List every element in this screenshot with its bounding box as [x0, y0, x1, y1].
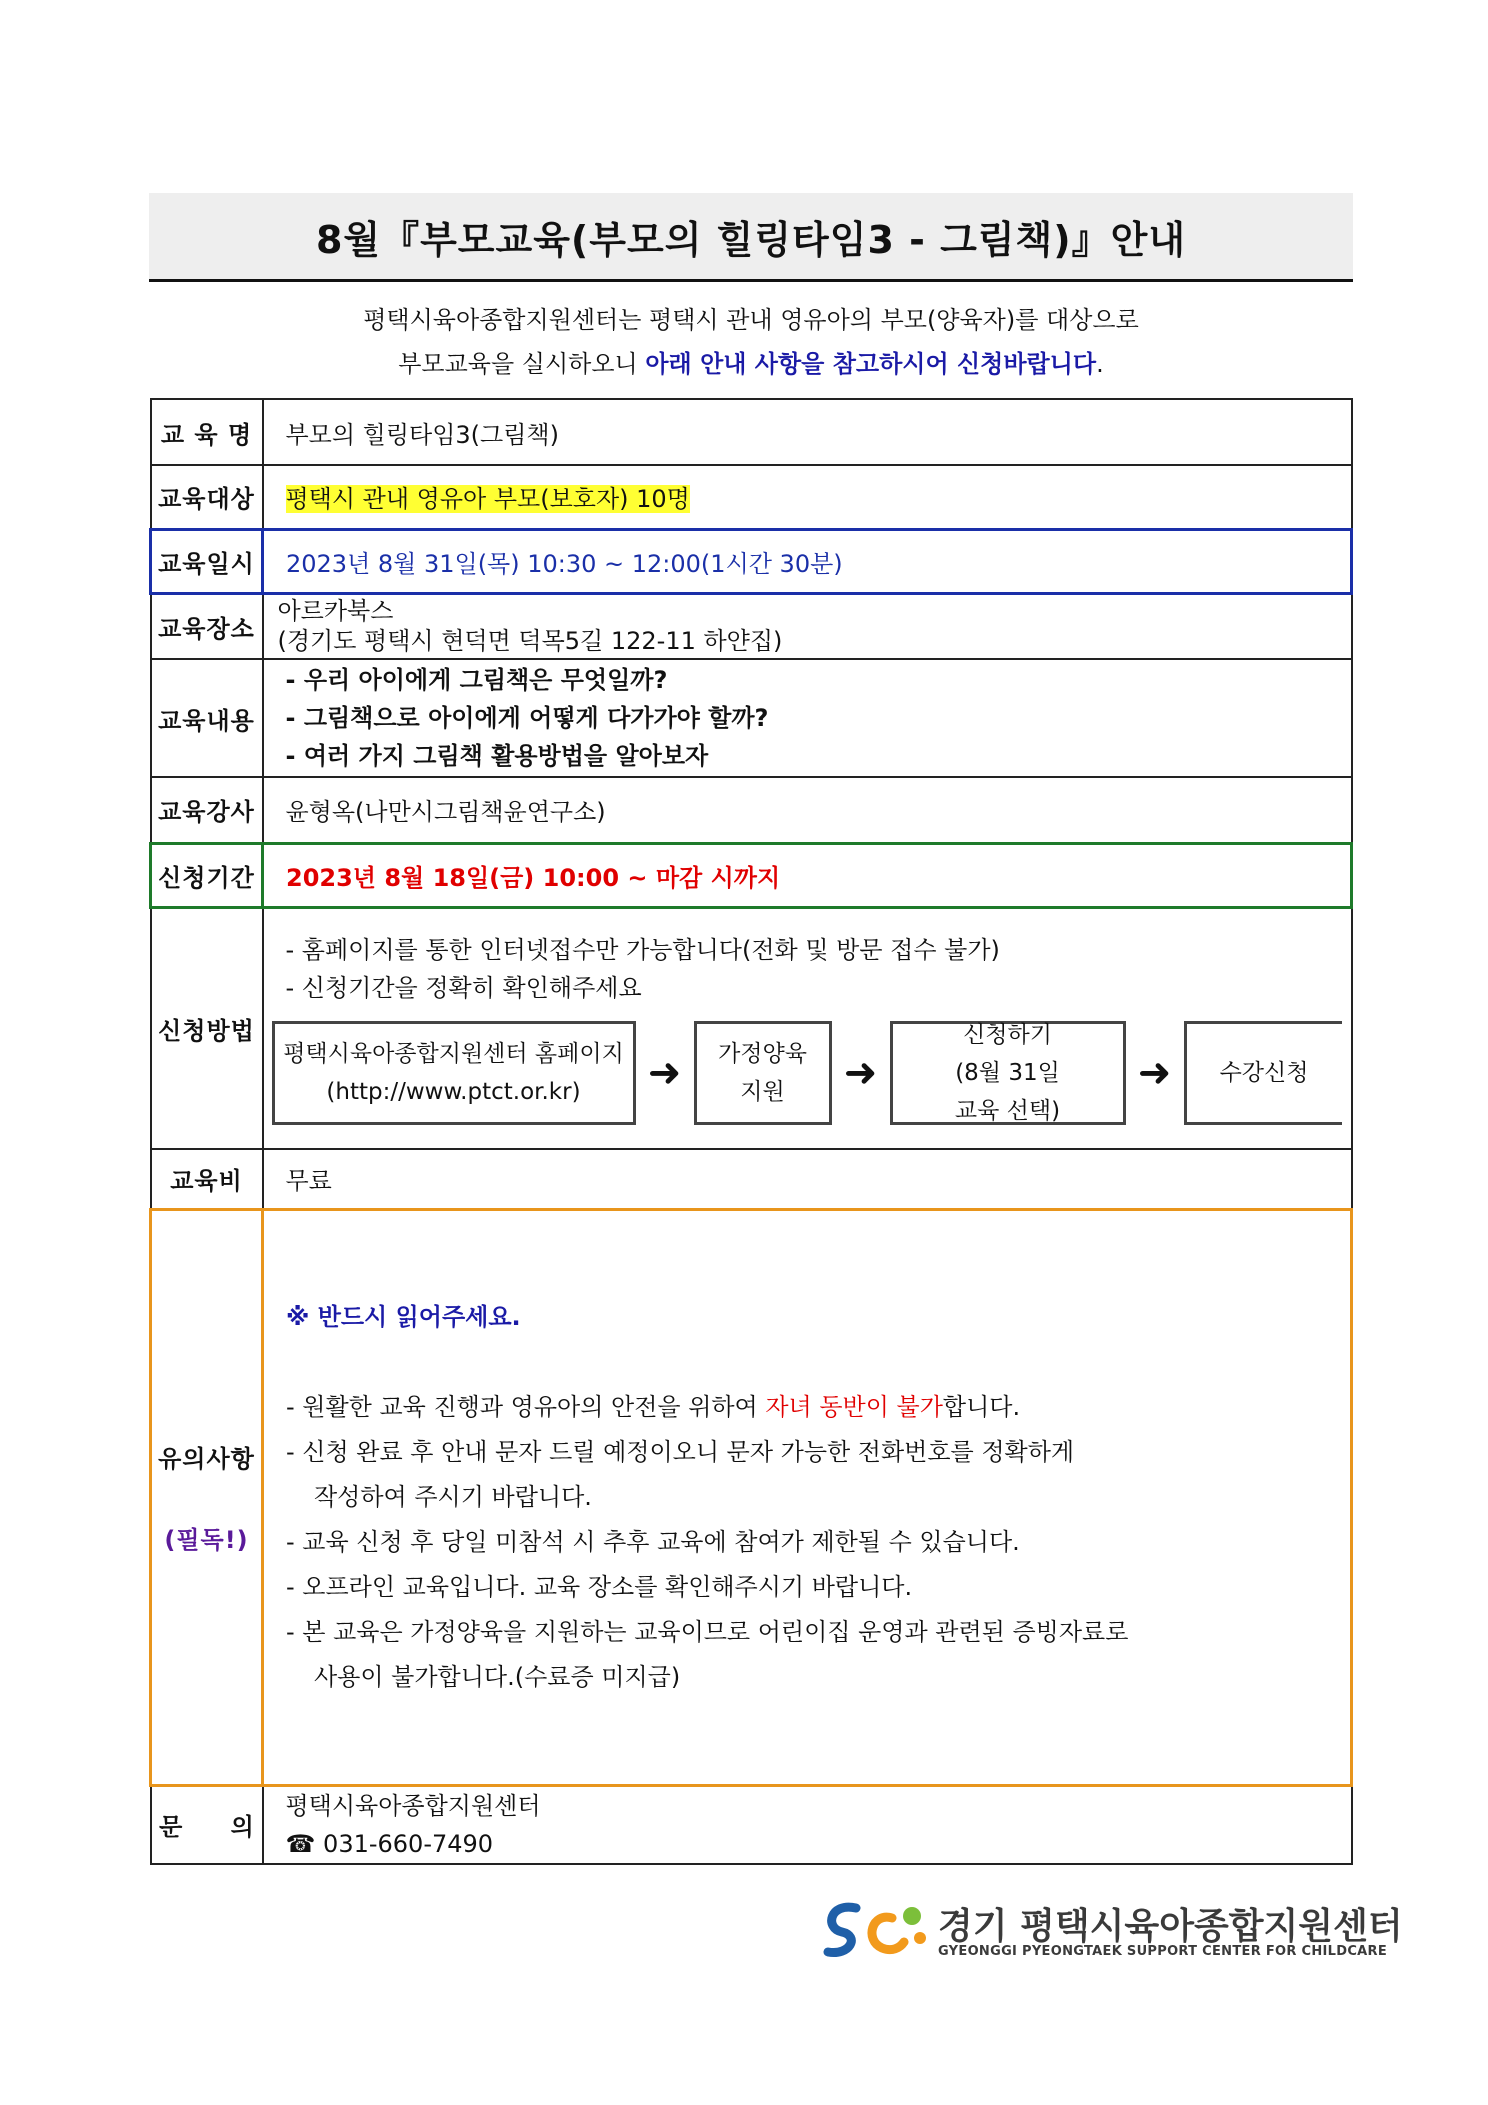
content-item: - 여러 가지 그림책 활용방법을 알아보자 [285, 742, 709, 770]
flow-step-apply [890, 1021, 1126, 1125]
row-place [151, 593, 1352, 659]
label-contact: 문 의 [151, 1785, 263, 1864]
content-item: - 우리 아이에게 그림책은 무엇일까? [285, 666, 668, 694]
value-target: 평택시 관내 영유아 부모(보호자) 10명 [285, 485, 690, 514]
contact-org: 평택시육아종합지원센터 [285, 1791, 541, 1820]
label-notes-must-read: (필독!) [164, 1526, 249, 1554]
row-content [151, 659, 1352, 777]
notes-item-1-a: - 원활한 교육 진행과 영유아의 안전을 위하여 [286, 1392, 766, 1421]
info-table [149, 398, 1353, 1865]
intro-text [149, 298, 1353, 386]
label-place: 교육장소 [151, 593, 263, 659]
label-target: 교육대상 [151, 465, 263, 529]
value-notes [263, 1209, 1352, 1785]
label-date: 교육일시 [151, 529, 263, 593]
label-instructor: 교육강사 [151, 777, 263, 843]
value-content [263, 659, 1352, 777]
flow-step-homepage-url: (http://www.ptct.or.kr) [326, 1079, 581, 1106]
label-notes: 유의사항 [158, 1445, 255, 1473]
notes-item-1-emphasis: 자녀 동반이 불가 [765, 1392, 943, 1421]
row-instructor [151, 777, 1352, 843]
label-fee: 교육비 [151, 1149, 263, 1209]
flow-step-home-care-line2: 지원 [740, 1079, 785, 1106]
page-title: 8월『부모교육(부모의 힐링타임3 - 그림책)』안내 [149, 193, 1353, 282]
notes-item-4: - 오프라인 교육입니다. 교육 장소를 확인해주시기 바랍니다. [286, 1572, 913, 1601]
label-method: 신청방법 [151, 907, 263, 1149]
intro-line-2-end: . [1096, 350, 1104, 378]
flow-step-apply-line1: 신청하기 [963, 1022, 1052, 1049]
flow-step-homepage [272, 1021, 636, 1125]
logo-name-en: GYEONGGI PYEONGTAEK SUPPORT CENTER FOR CHILDCARE [938, 1944, 1388, 1959]
flow-step-enroll [1184, 1021, 1342, 1125]
value-contact [263, 1785, 1352, 1864]
flow-step-enroll-label: 수강신청 [1219, 1060, 1309, 1087]
phone-icon: ☎ [285, 1829, 316, 1858]
notes-heading: ※ 반드시 읽어주세요. [286, 1302, 521, 1331]
value-fee: 무료 [263, 1149, 1352, 1209]
content-item: - 그림책으로 아이에게 어떻게 다가가야 할까? [285, 704, 769, 732]
value-date: 2023년 8월 31일(목) 10:30 ~ 12:00(1시간 30분) [263, 529, 1352, 593]
row-period [151, 843, 1352, 907]
notes-item-2: - 신청 완료 후 안내 문자 드릴 예정이오니 문자 가능한 전화번호를 정확하게 [286, 1437, 1075, 1466]
notes-item-3: - 교육 신청 후 당일 미참석 시 추후 교육에 참여가 제한될 수 있습니다. [286, 1527, 1020, 1556]
center-logo-mark-icon [820, 1898, 930, 1960]
arrow-right-icon: ➜ [1137, 1050, 1172, 1097]
flow-step-home-care [694, 1021, 832, 1125]
arrow-right-icon: ➜ [647, 1050, 682, 1097]
contact-phone-line [286, 1825, 1329, 1863]
method-flow [283, 1021, 1351, 1125]
flow-step-home-care-line1: 가정양육 [718, 1041, 807, 1068]
intro-line-1: 평택시육아종합지원센터는 평택시 관내 영유아의 부모(양육자)를 대상으로 [363, 306, 1139, 334]
intro-line-2-emphasis: 아래 안내 사항을 참고하시어 신청바랍니다 [645, 350, 1097, 378]
notes-item-1-b: 합니다. [942, 1392, 1021, 1421]
flow-step-apply-line3: 교육 선택) [954, 1098, 1061, 1125]
row-fee [151, 1149, 1352, 1209]
notes-item-1 [286, 1385, 1328, 1430]
arrow-right-icon: ➜ [843, 1050, 878, 1097]
value-place [263, 593, 1352, 659]
value-target-cell [263, 465, 1352, 529]
place-address: (경기도 평택시 현덕면 덕목5길 122-11 하얀집) [277, 627, 783, 656]
method-note: - 홈페이지를 통한 인터넷접수만 가능합니다(전화 및 방문 접수 불가) [285, 936, 1000, 965]
value-instructor: 윤형옥(나만시그림책윤연구소) [263, 777, 1352, 843]
row-target [151, 465, 1352, 529]
label-period: 신청기간 [151, 843, 263, 907]
row-contact [151, 1785, 1352, 1864]
intro-line-2 [149, 342, 1353, 386]
flow-step-apply-line2: (8월 31일 [955, 1060, 1060, 1087]
value-period: 2023년 8월 18일(금) 10:00 ~ 마감 시까지 [263, 843, 1352, 907]
logo-name-kr: 경기 평택시육아종합지원센터 [938, 1906, 1403, 1947]
notes-item-5-cont: 사용이 불가합니다.(수료증 미지급) [314, 1662, 681, 1691]
row-method [151, 907, 1352, 1149]
label-content: 교육내용 [151, 659, 263, 777]
row-education-name [151, 399, 1352, 465]
label-education-name: 교 육 명 [151, 399, 263, 465]
value-method [263, 907, 1352, 1149]
contact-phone: 031-660-7490 [323, 1829, 494, 1858]
row-notes [151, 1209, 1352, 1785]
notes-item-2-cont: 작성하여 주시기 바랍니다. [314, 1482, 592, 1511]
notes-item-5: - 본 교육은 가정양육을 지원하는 교육이므로 어린이집 운영과 관련된 증빙자료로 [286, 1617, 1129, 1646]
place-name: 아르카북스 [277, 597, 394, 626]
value-education-name: 부모의 힐링타임3(그림책) [263, 399, 1352, 465]
label-notes-cell [151, 1209, 263, 1785]
method-note: - 신청기간을 정확히 확인해주세요 [285, 974, 642, 1003]
intro-line-2-plain: 부모교육을 실시하오니 [398, 350, 646, 378]
flow-step-homepage-title: 평택시육아종합지원센터 홈페이지 [283, 1041, 624, 1068]
center-logo [820, 1898, 1403, 1960]
row-date [151, 529, 1352, 593]
